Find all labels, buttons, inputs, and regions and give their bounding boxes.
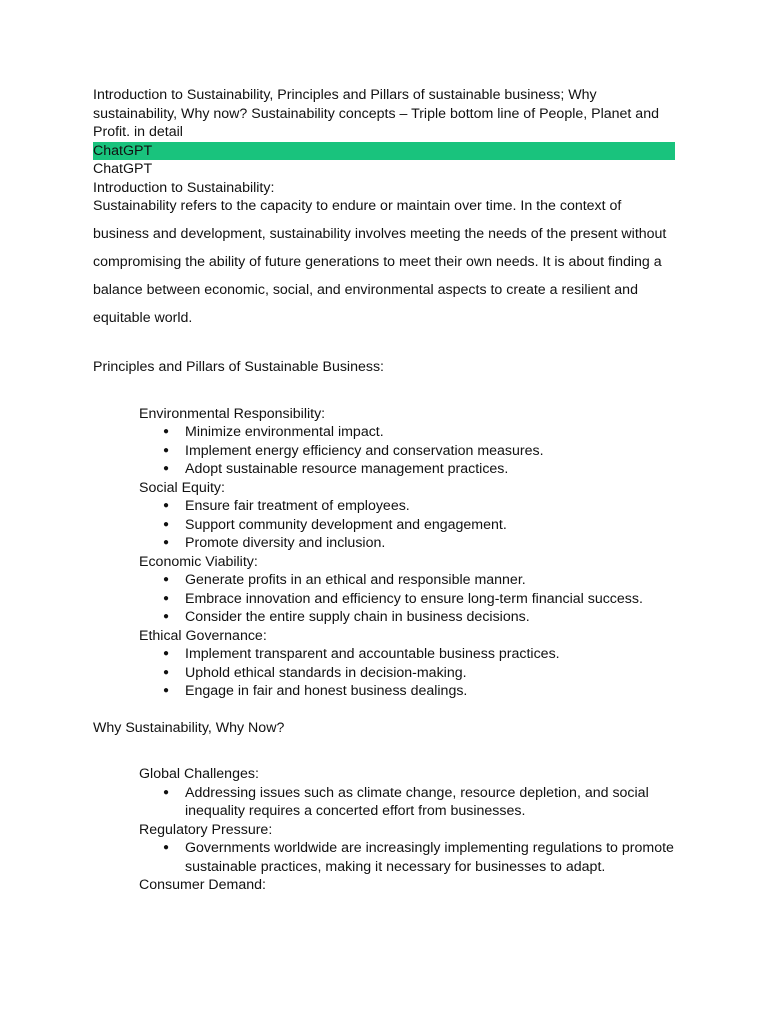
list-item: ● Implement energy efficiency and conservation measures.: [163, 442, 544, 459]
list-item: ● Uphold ethical standards in decision-making.: [163, 664, 467, 681]
bullet-icon: ●: [163, 518, 170, 530]
group-title-economic: Economic Viability:: [139, 553, 258, 570]
list-item: ● Adopt sustainable resource management practices.: [163, 461, 509, 477]
group-title-global-challenges: Global Challenges:: [139, 766, 259, 782]
bullet-icon: ●: [163, 444, 170, 456]
user-prompt: Introduction to Sustainability, Principles and Pillars of sustainable business; Why sustainability, Why now? Sustainability concepts – Triple bottom line of People, Planet and Profit. in detail: [93, 87, 659, 140]
document-content: [93, 86, 675, 895]
list-item: ● Implement transparent and accountable business practices.: [163, 646, 560, 662]
bullet-icon: ●: [163, 786, 170, 798]
bullet-icon: ●: [163, 842, 170, 853]
intro-paragraph: Sustainability refers to the capacity to endure or maintain over time. In the context of business and development, sustainability involves meeting the needs of the present without compromising the ability of future generations to meet their own needs. It is about finding a balance between economic, social, and environmental aspects to create a resilient and equitable world.: [93, 198, 667, 326]
bullet-icon: ●: [163, 537, 170, 548]
bullet-icon: ●: [163, 611, 170, 622]
bullet-list: [139, 784, 675, 821]
group-title-governance: Ethical Governance:: [139, 627, 267, 644]
list-item: ● Governments worldwide are increasingly implementing regulations to promote sustainable practices, making it necessary for businesses to adapt.: [163, 840, 674, 875]
list-item: ● Support community development and engagement.: [163, 516, 507, 533]
bullet-icon: ●: [163, 666, 170, 678]
bullet-icon: ●: [163, 574, 170, 585]
bullet-list: [139, 645, 675, 701]
principles-heading: Principles and Pillars of Sustainable Business:: [93, 359, 384, 375]
bullet-icon: ●: [163, 500, 170, 511]
bullet-icon: ●: [163, 592, 170, 604]
group-title-consumer-demand: Consumer Demand:: [139, 877, 266, 893]
author-label: ChatGPT: [93, 161, 153, 177]
bullet-list: [139, 423, 675, 479]
chatgpt-highlight-label: ChatGPT: [93, 142, 153, 159]
list-item: ● Engage in fair and honest business dealings.: [163, 683, 468, 699]
chatgpt-highlight-bar: [93, 142, 675, 161]
why-list: [139, 765, 675, 895]
bullet-icon: ●: [163, 463, 170, 474]
bullet-icon: ●: [163, 426, 170, 437]
list-item: ● Generate profits in an ethical and responsible manner.: [163, 572, 526, 588]
bullet-list: [139, 839, 675, 876]
bullet-icon: ●: [163, 685, 170, 696]
list-item: ● Consider the entire supply chain in business decisions.: [163, 609, 530, 625]
group-title-regulatory-pressure: Regulatory Pressure:: [139, 821, 273, 838]
list-item: ● Ensure fair treatment of employees.: [163, 498, 410, 514]
bullet-list: [139, 571, 675, 627]
list-item: ● Addressing issues such as climate change, resource depletion, and social inequality requires a concerted effort from businesses.: [163, 784, 649, 819]
list-item: ● Embrace innovation and efficiency to ensure long-term financial success.: [163, 590, 643, 607]
group-title-social: Social Equity:: [139, 479, 225, 496]
list-item: ● Minimize environmental impact.: [163, 424, 384, 440]
why-heading: Why Sustainability, Why Now?: [93, 719, 285, 736]
bullet-icon: ●: [163, 648, 170, 659]
list-item: ● Promote diversity and inclusion.: [163, 535, 386, 551]
principles-list: [139, 405, 675, 701]
group-title-environmental: Environmental Responsibility:: [139, 405, 326, 422]
bullet-list: [139, 497, 675, 553]
intro-heading: Introduction to Sustainability:: [93, 179, 275, 196]
